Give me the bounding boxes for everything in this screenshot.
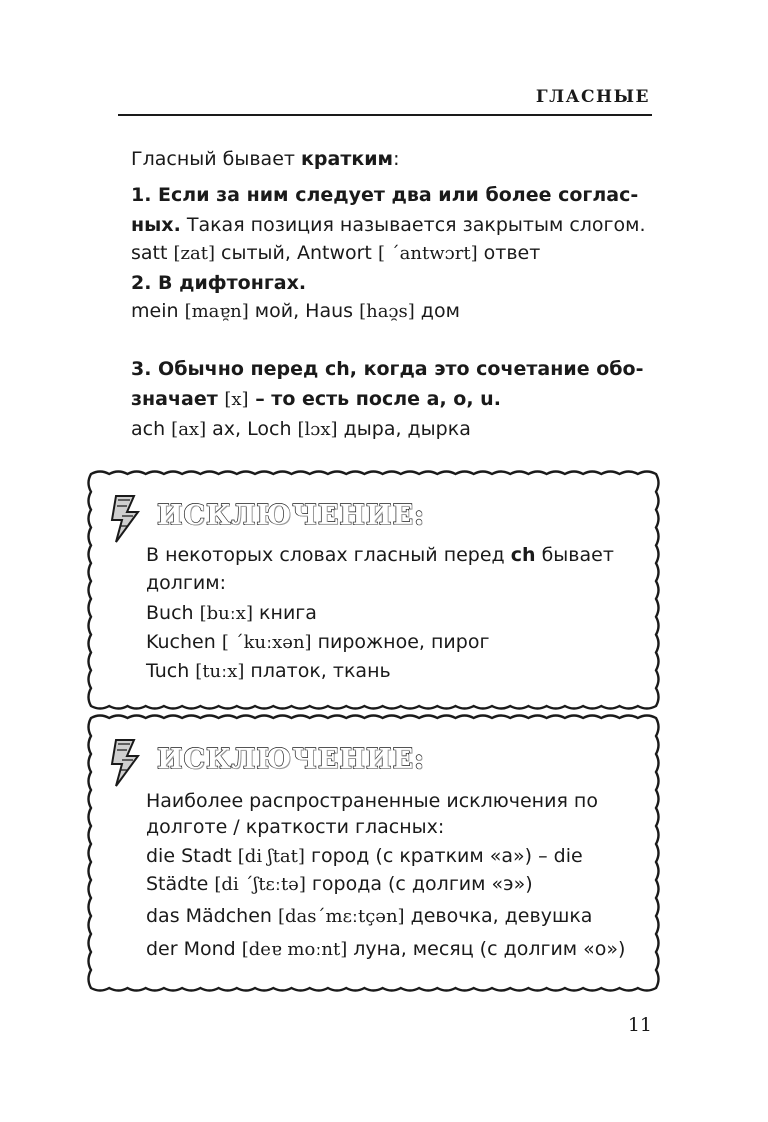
rule2-example: mein [maɐ̯n] мой, Haus [haɔ̯s] дом xyxy=(131,300,460,322)
box2-line2: долготе / краткости гласных: xyxy=(146,816,445,838)
intro-line: Гласный бывает кратким: xyxy=(131,148,400,170)
box1-example-3: Tuch [tuːx] платок, ткань xyxy=(146,660,391,682)
rule1-line2: ных. Такая позиция называется закрытым слогом. xyxy=(131,214,646,236)
rule1-line1: 1. Если за ним следует два или более соглас- xyxy=(131,184,639,206)
header-title: ГЛАСНЫЕ xyxy=(535,87,650,107)
box1-example-2: Kuchen [ ˊkuːxən] пирожное, пирог xyxy=(146,631,490,653)
exception-title-2: ИСКЛЮЧЕНИЕ: xyxy=(157,744,425,775)
lightning-icon xyxy=(108,738,142,788)
page-number: 11 xyxy=(627,1014,652,1036)
box2-example-4: der Mond [deɐ moːnt] луна, месяц (с долгим «о») xyxy=(146,938,626,960)
exception-title-1: ИСКЛЮЧЕНИЕ: xyxy=(157,500,425,531)
rule3-line1: 3. Обычно перед ch, когда это сочетание обо- xyxy=(131,358,644,380)
rule3-example: ach [ax] ах, Loch [lɔx] дыра, дырка xyxy=(131,418,471,440)
box2-example-1: die Stadt [di ʃtat] город (с кратким «а») – die xyxy=(146,845,583,867)
rule2-title: 2. В дифтонгах. xyxy=(131,272,307,294)
box1-line2: долгим: xyxy=(146,572,226,594)
rule1-example: satt [zat] сытый, Antwort [ ˊantwɔrt] ответ xyxy=(131,242,541,264)
box1-line1: В некоторых словах гласный перед ch бывает xyxy=(146,544,614,566)
rule3-line2: значает [x] – то есть после a, o, u. xyxy=(131,388,501,410)
box2-line1: Наиболее распространенные исключения по xyxy=(146,790,598,812)
lightning-icon xyxy=(108,494,142,544)
box2-example-3: das Mädchen [dasˊmɛːtçən] девочка, девушка xyxy=(146,905,593,927)
box2-example-2: Städte [di ˊʃtɛːtə] города (с долгим «э») xyxy=(146,873,533,895)
box1-example-1: Buch [buːx] книга xyxy=(146,602,317,624)
